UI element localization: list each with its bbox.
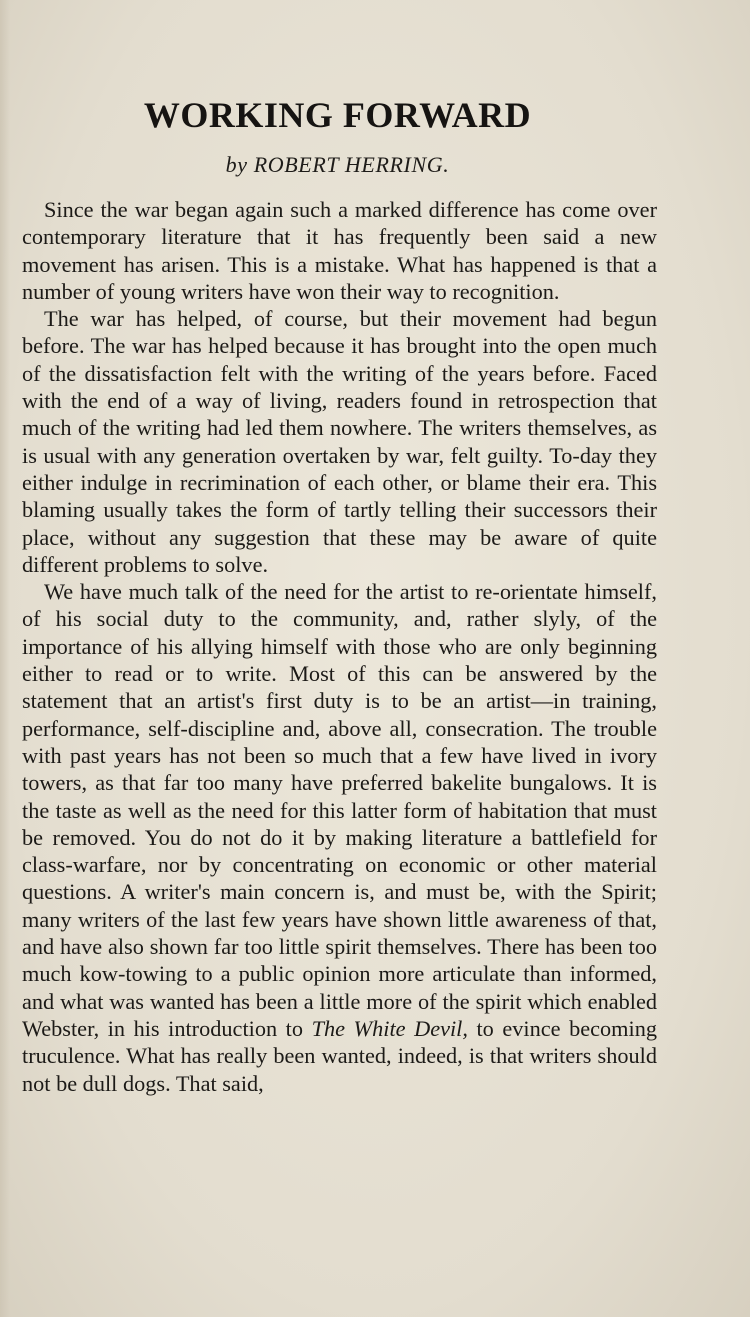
article-byline: by ROBERT HERRING.: [225, 152, 450, 177]
article-title: WORKING FORWARD: [143, 95, 532, 135]
paragraph-3-text-start: We have much talk of the need for the artist to re-orientate himself, of his social duty to the community, and, rather slyly, of the importance of his allying himself with those who are only beginning either to read or to write. Most of this can be answered by the statement that an artist's first duty is to be an artist—in training, performance, self-discipline and, above all, consecration. The trouble with past years has not been so much that a few have lived in ivory towers, as that far too many have preferred bakelite bungalows. It is the taste as well as the need for this latter form of habitation that must be removed. You do not do it by making literature a battlefield for class-warfare, nor by concentrating on economic or other material questions. A writer's main concern is, and must be, with the Spirit; many writers of the last few years have shown little awareness of that, and have also shown far too little spirit themselves. There has been too much kow-towing to a public opinion more articulate than informed, and what was wanted has been a little more of the spirit which enabled Webster, in his introduction to: [22, 579, 657, 1041]
article-body: [22, 196, 657, 1097]
paragraph-1: Since the war began again such a marked difference has come over contemporary literature that it has frequently been said a new movement has arisen. This is a mistake. What has happened is that a number of young writers have won their way to recognition.: [22, 197, 657, 304]
paragraph-3: [22, 578, 657, 1097]
paragraph-3-text-end: to evince becoming truculence. What has really been wanted, indeed, is that writers should not be dull dogs. That said,: [22, 1015, 658, 1096]
paragraph-2: The war has helped, of course, but their movement had begun before. The war has helped because it has brought into the open much of the dissatisfaction felt with the writing of the years before. Faced with the end of a way of living, readers found in retrospection that much of the writing had led them nowhere. The writers themselves, as is usual with any generation overtaken by war, felt guilty. To-day they either indulge in recrimination of each other, or blame their era. This blaming usually takes the form of tartly telling their successors their place, without any suggestion that these may be aware of quite different problems to solve.: [22, 306, 657, 577]
book-title-italic: The White Devil,: [311, 1015, 468, 1041]
